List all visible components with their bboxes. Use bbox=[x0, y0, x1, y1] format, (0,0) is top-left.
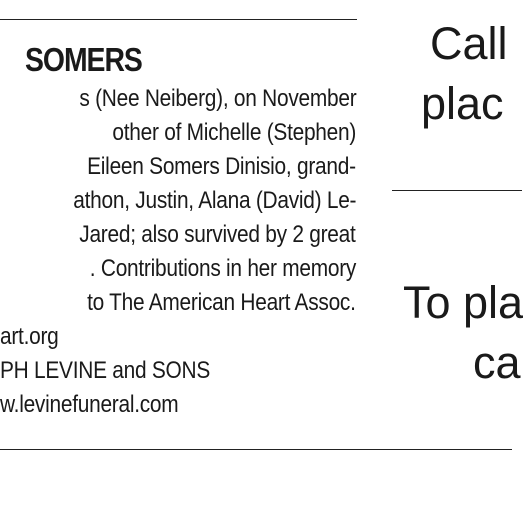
obituary-line: to The American Heart Assoc. bbox=[87, 289, 356, 316]
ad-line-place: plac bbox=[421, 78, 504, 129]
obituary-line: Jared; also survived by 2 great bbox=[79, 221, 356, 248]
obituary-line: other of Michelle (Stephen) bbox=[112, 119, 356, 146]
obituary-line: . Contributions in her memory bbox=[89, 255, 356, 282]
ad-line-call: Call bbox=[430, 18, 508, 69]
obituary-body bbox=[0, 82, 356, 422]
bottom-rule bbox=[0, 449, 512, 450]
ad-line-call-us: ca bbox=[473, 337, 521, 388]
obituary-line: art.org bbox=[0, 323, 59, 350]
ad-divider-rule bbox=[392, 190, 522, 191]
obituary-line: s (Nee Neiberg), on November bbox=[78, 85, 356, 112]
obituary-line: athon, Justin, Alana (David) Le- bbox=[73, 187, 356, 214]
top-rule bbox=[0, 19, 357, 20]
obituary-line: w.levinefuneral.com bbox=[0, 391, 179, 418]
ad-line-to-place: To pla bbox=[403, 277, 523, 328]
obituary-name: SOMERS bbox=[25, 41, 142, 78]
obituary-line: Eileen Somers Dinisio, grand- bbox=[87, 153, 356, 180]
obituary-line: PH LEVINE and SONS bbox=[0, 357, 210, 384]
